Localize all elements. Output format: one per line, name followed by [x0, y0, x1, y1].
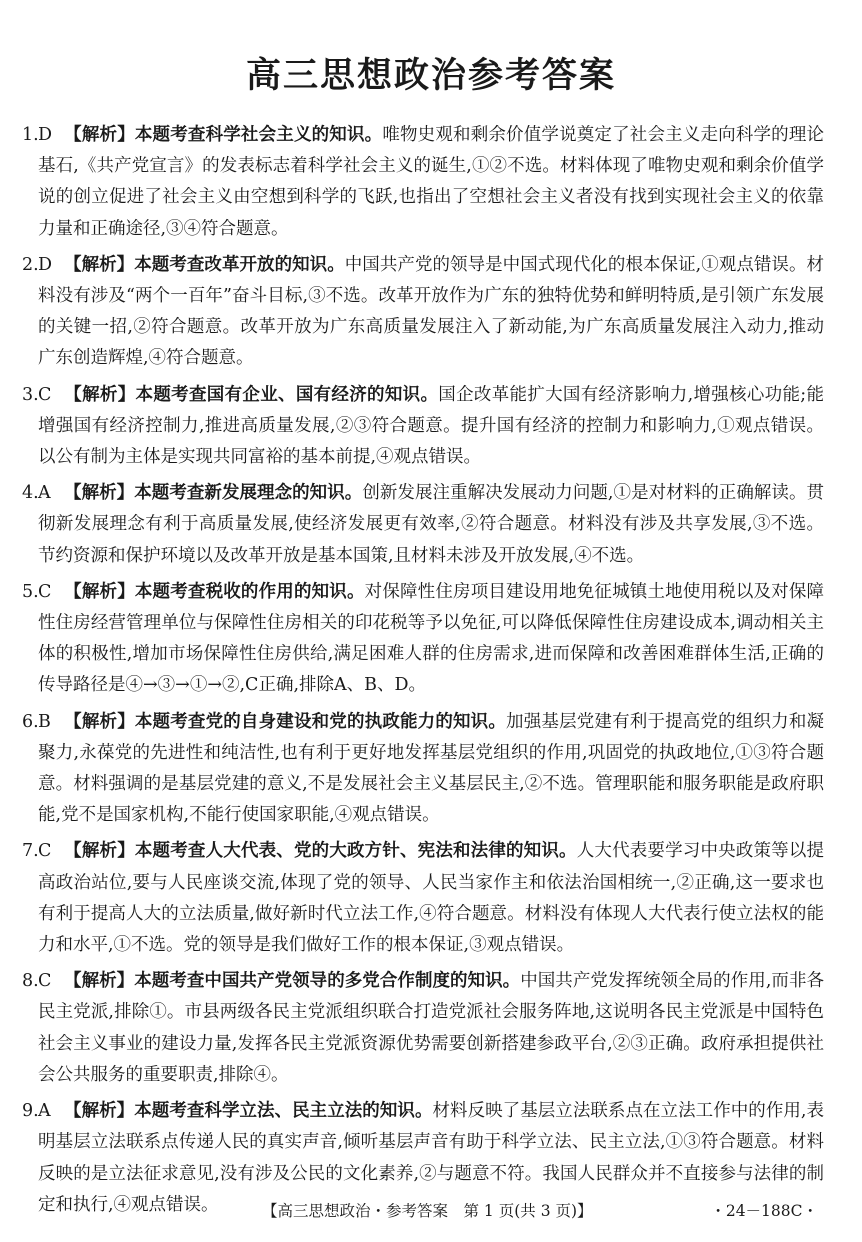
answer-item: [22, 478, 824, 572]
answer-number: 4.: [22, 483, 39, 504]
answer-topic: 本题考查人大代表、党的大政方针、宪法和法律的知识。: [134, 841, 577, 862]
answer-choice: D: [38, 254, 53, 275]
analysis-tag: 【解析】: [64, 483, 135, 504]
answer-topic: 本题考查科学社会主义的知识。: [134, 125, 383, 145]
answer-topic: 本题考查科学立法、民主立法的知识。: [134, 1101, 433, 1122]
answer-number: 6.: [22, 711, 39, 732]
answer-item: [22, 707, 824, 832]
answer-number: 7.: [22, 841, 39, 862]
answer-item: [22, 120, 824, 245]
answer-topic: 本题考查党的自身建设和党的执政能力的知识。: [134, 711, 507, 732]
answer-number: 9.: [22, 1101, 39, 1122]
answer-number: 3.: [22, 384, 39, 405]
answer-explanation: 唯物史观和剩余价值学说奠定了社会主义走向科学的理论基石,《共产党宣言》的发表标志着科学社会主义的诞生,①②不选。材料体现了唯物史观和剩余价值学说的创立促进了社会主义由空想到科学的飞跃,也指出了空想社会主义者没有找到实现社会主义的依靠力量和正确途径,③④符合题意。: [38, 125, 825, 239]
answer-number: 5.: [22, 581, 39, 602]
analysis-tag: 【解析】: [64, 711, 135, 732]
answer-number: 2.: [22, 254, 39, 275]
answer-explanation: 创新发展注重解决发展动力问题,①是对材料的正确解读。贯彻新发展理念有利于高质量发展,使经济发展更有效率,②符合题意。材料没有涉及共享发展,③不选。节约资源和保护环境以及改革开放是基本国策,且材料未涉及开放发展,④不选。: [38, 483, 825, 566]
analysis-tag: 【解析】: [64, 1101, 135, 1122]
answer-choice: B: [38, 711, 51, 732]
analysis-tag: 【解析】: [64, 581, 135, 602]
answer-choice: C: [38, 384, 52, 405]
answer-item: [22, 966, 824, 1091]
answer-item: [22, 577, 824, 702]
answer-choice: A: [38, 483, 51, 504]
analysis-tag: 【解析】: [64, 971, 135, 992]
answer-explanation: 中国共产党的领导是中国式现代化的根本保证,①观点错误。材料没有涉及“两个一百年”奋斗目标,③不选。改革开放作为广东的独特优势和鲜明特质,是引领广东发展的关键一招,②符合题意。改革开放为广东高质量发展注入了新动能,为广东高质量发展注入动力,推动广东创造辉煌,④符合题意。: [38, 254, 825, 369]
answer-choice: D: [38, 125, 53, 145]
analysis-tag: 【解析】: [64, 125, 135, 145]
footer-page-info: 【高三思想政治・参考答案 第 1 页(共 3 页)】: [262, 1202, 593, 1220]
answer-choice: C: [38, 971, 52, 992]
page-title: 高三思想政治参考答案: [245, 56, 616, 96]
analysis-tag: 【解析】: [64, 841, 135, 862]
footer-doc-code: ・24－188C・: [710, 1202, 818, 1220]
answer-topic: 本题考查改革开放的知识。: [134, 254, 345, 275]
page-footer: [0, 1198, 862, 1224]
answer-explanation: 材料反映了基层立法联系点在立法工作中的作用,表明基层立法联系点传递人民的真实声音,倾听基层声音有助于科学立法、民主立法,①③符合题意。材料反映的是立法征求意见,没有涉及公民的文化素养,②与题意不符。我国人民群众并不直接参与法律的制定和执行,④观点错误。: [38, 1101, 825, 1215]
answer-explanation: 人大代表要学习中央政策等以提高政治站位,要与人民座谈交流,体现了党的领导、人民当家作主和依法治国相统一,②正确,这一要求也有利于提高人大的立法质量,做好新时代立法工作,④符合题意。材料没有体现人大代表行使立法权的能力和水平,①不选。党的领导是我们做好工作的根本保证,③观点错误。: [38, 841, 825, 956]
answer-explanation: 对保障性住房项目建设用地免征城镇土地使用税以及对保障性住房经营管理单位与保障性住房相关的印花税等予以免征,可以降低保障性住房建设成本,调动相关主体的积极性,增加市场保障性住房供给,满足困难人群的住房需求,进而保障和改善困难群体生活,正确的传导路径是④→③→①→②,C正确,排除A、B、D。: [38, 581, 825, 696]
answer-topic: 本题考查中国共产党领导的多党合作制度的知识。: [134, 971, 521, 992]
answer-item: [22, 836, 824, 961]
answer-explanation: 国企改革能扩大国有经济影响力,增强核心功能;能增强国有经济控制力,推进高质量发展,②③符合题意。提升国有经济的控制力和影响力,①观点错误。以公有制为主体是实现共同富裕的基本前提,④观点错误。: [38, 384, 825, 468]
answer-topic: 本题考查新发展理念的知识。: [134, 483, 363, 504]
answer-choice: C: [38, 581, 52, 602]
answer-choice: C: [38, 841, 52, 862]
answer-explanation: 加强基层党建有利于提高党的组织力和凝聚力,永葆党的先进性和纯洁性,也有利于更好地发挥基层党组织的作用,巩固党的执政地位,①③符合题意。材料强调的是基层党建的意义,不是发展社会主义基层民主,②不选。管理职能和服务职能是政府职能,党不是国家机构,不能行使国家职能,④观点错误。: [38, 711, 825, 826]
answer-choice: A: [38, 1101, 51, 1122]
answer-explanation: 中国共产党发挥统领全局的作用,而非各民主党派,排除①。市县两级各民主党派组织联合打造党派社会服务阵地,这说明各民主党派是中国特色社会主义事业的建设力量,发挥各民主党派资源优势需要创新搭建参政平台,②③正确。政府承担提供社会公共服务的重要职责,排除④。: [38, 971, 825, 1085]
answer-item: [22, 380, 824, 474]
analysis-tag: 【解析】: [64, 254, 135, 275]
answer-number: 8.: [22, 971, 39, 992]
answer-item: [22, 250, 824, 375]
answer-topic: 本题考查税收的作用的知识。: [134, 581, 365, 602]
answer-topic: 本题考查国有企业、国有经济的知识。: [135, 384, 439, 405]
answer-number: 1.: [22, 125, 39, 145]
answer-list: [22, 120, 824, 1226]
analysis-tag: 【解析】: [64, 384, 136, 405]
